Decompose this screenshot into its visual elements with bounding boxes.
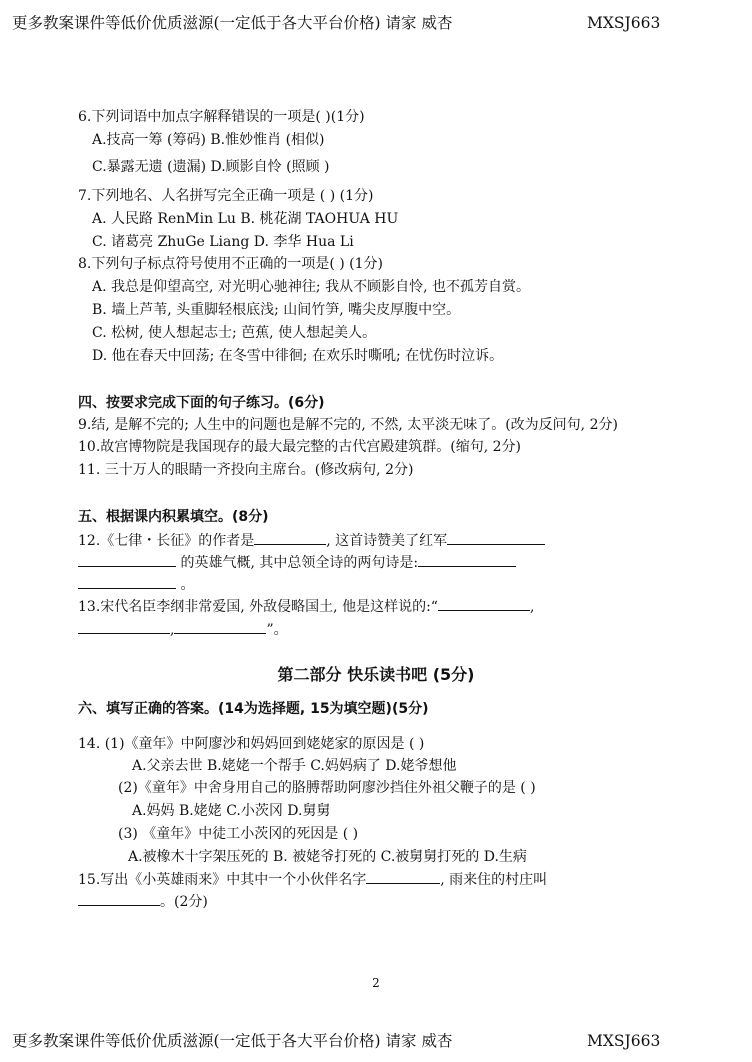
question-8: 8.下列句子标点符号使用不正确的一项是( ) (1分) bbox=[78, 256, 384, 272]
answer-blank[interactable] bbox=[78, 574, 176, 589]
section-4-title: 四、按要求完成下面的句子练习。(6分) bbox=[78, 395, 325, 411]
q8-option-d: D. 他在春天中回荡; 在冬雪中徘徊; 在欢乐时嘶吼; 在忧伤时泣诉。 bbox=[92, 348, 504, 364]
q14-2-options: A.妈妈 B.姥姥 C.小茨冈 D.舅舅 bbox=[132, 803, 331, 819]
answer-blank[interactable] bbox=[78, 619, 170, 634]
question-7: 7.下列地名、人名拼写完全正确一项是 ( ) (1分) bbox=[78, 188, 374, 204]
q7-options-cd: C. 诸葛亮 ZhuGe Liang D. 李华 Hua Li bbox=[92, 234, 354, 250]
question-12-line3 bbox=[78, 574, 194, 596]
question-14-3: (3) 《童年》中徒工小茨冈的死因是 ( ) bbox=[118, 826, 359, 842]
question-11: 11. 三十万人的眼睛一齐投向主席台。(修改病句, 2分) bbox=[78, 462, 414, 478]
question-14-2: (2)《童年》中舍身用自己的胳膊帮助阿廖沙挡住外祖父鞭子的是 ( ) bbox=[118, 780, 536, 796]
q7-options-ab: A. 人民路 RenMin Lu B. 桃花湖 TAOHUA HU bbox=[92, 211, 399, 227]
section-6-title: 六、填写正确的答案。(14为选择题, 15为填空题)(5分) bbox=[78, 701, 429, 717]
page-footer bbox=[0, 1028, 752, 1054]
page-header bbox=[0, 10, 752, 36]
q15-text-a: 15.写出《小英雄雨来》中其中一个小伙伴名字 bbox=[78, 872, 367, 888]
question-9: 9.结, 是解不完的; 人生中的问题也是解不完的, 不然, 太平淡无味了。(改为反问句, 2分) bbox=[78, 417, 618, 433]
q12-text-b: , 这首诗赞美了红军 bbox=[326, 533, 448, 549]
answer-blank[interactable] bbox=[254, 530, 326, 545]
part-2-title: 第二部分 快乐读书吧 (5分) bbox=[277, 665, 475, 684]
question-15-line1 bbox=[78, 869, 547, 891]
q15-text-c: 。(2分) bbox=[160, 894, 208, 910]
footer-code: MXSJ663 bbox=[587, 1032, 661, 1050]
question-10: 10.故宫博物院是我国现存的最大最完整的古代宫殿建筑群。(缩句, 2分) bbox=[78, 439, 521, 455]
q6-options-cd: C.暴露无遗 (遗漏) D.顾影自怜 (照顾 ) bbox=[92, 159, 330, 175]
header-promo-text: 更多教案课件等低价优质滋源(一定低于各大平台价格) 请家 威杏 bbox=[12, 14, 453, 32]
q8-option-b: B. 墙上芦苇, 头重脚轻根底浅; 山间竹笋, 嘴尖皮厚腹中空。 bbox=[92, 302, 461, 318]
question-14-1: 14. (1)《童年》中阿廖沙和妈妈回到姥姥家的原因是 ( ) bbox=[78, 736, 425, 752]
q14-3-options: A.被橡木十字架压死的 B. 被姥爷打死的 C.被舅舅打死的 D.生病 bbox=[128, 849, 527, 865]
q12-text-c: 的英雄气概, 其中总领全诗的两句诗是: bbox=[180, 555, 419, 571]
page-number: 2 bbox=[372, 976, 380, 990]
q8-option-a: A. 我总是仰望高空, 对光明心驰神往; 我从不顾影自怜, 也不孤芳自赏。 bbox=[92, 279, 530, 295]
answer-blank[interactable] bbox=[438, 596, 530, 611]
answer-blank[interactable] bbox=[78, 891, 160, 906]
answer-blank[interactable] bbox=[447, 530, 545, 545]
q13-comma2: , bbox=[170, 622, 175, 638]
q12-end: 。 bbox=[180, 577, 195, 593]
question-13-line2 bbox=[78, 619, 288, 641]
answer-blank[interactable] bbox=[78, 552, 176, 567]
q12-text-a: 12.《七律・长征》的作者是 bbox=[78, 533, 255, 549]
question-6: 6.下列词语中加点字解释错误的一项是( )(1分) bbox=[78, 109, 365, 125]
q8-option-c: C. 松树, 使人想起志士; 芭蕉, 使人想起美人。 bbox=[92, 325, 377, 341]
answer-blank[interactable] bbox=[366, 869, 440, 884]
q13-comma: , bbox=[529, 599, 535, 615]
question-13-line1 bbox=[78, 596, 534, 618]
section-5-title: 五、根据课内积累填空。(8分) bbox=[78, 509, 269, 525]
footer-promo-text: 更多教案课件等低价优质滋源(一定低于各大平台价格) 请家 威杏 bbox=[12, 1032, 453, 1050]
q13-text-a: 13.宋代名臣李纲非常爱国, 外敌侵略国土, 他是这样说的:“ bbox=[78, 599, 438, 615]
answer-blank[interactable] bbox=[418, 552, 516, 567]
question-15-line2 bbox=[78, 891, 208, 913]
q6-options-ab: A.技高一筹 (筹码) B.惟妙惟肖 (相似) bbox=[92, 132, 325, 148]
q14-1-options: A.父亲去世 B.姥姥一个帮手 C.妈妈病了 D.姥爷想他 bbox=[132, 758, 457, 774]
q13-end: ”。 bbox=[266, 622, 288, 638]
question-12-line1 bbox=[78, 530, 545, 552]
header-code: MXSJ663 bbox=[587, 14, 661, 32]
q15-text-b: , 雨来住的村庄叫 bbox=[440, 872, 548, 888]
answer-blank[interactable] bbox=[174, 619, 266, 634]
question-12-line2 bbox=[78, 552, 516, 574]
